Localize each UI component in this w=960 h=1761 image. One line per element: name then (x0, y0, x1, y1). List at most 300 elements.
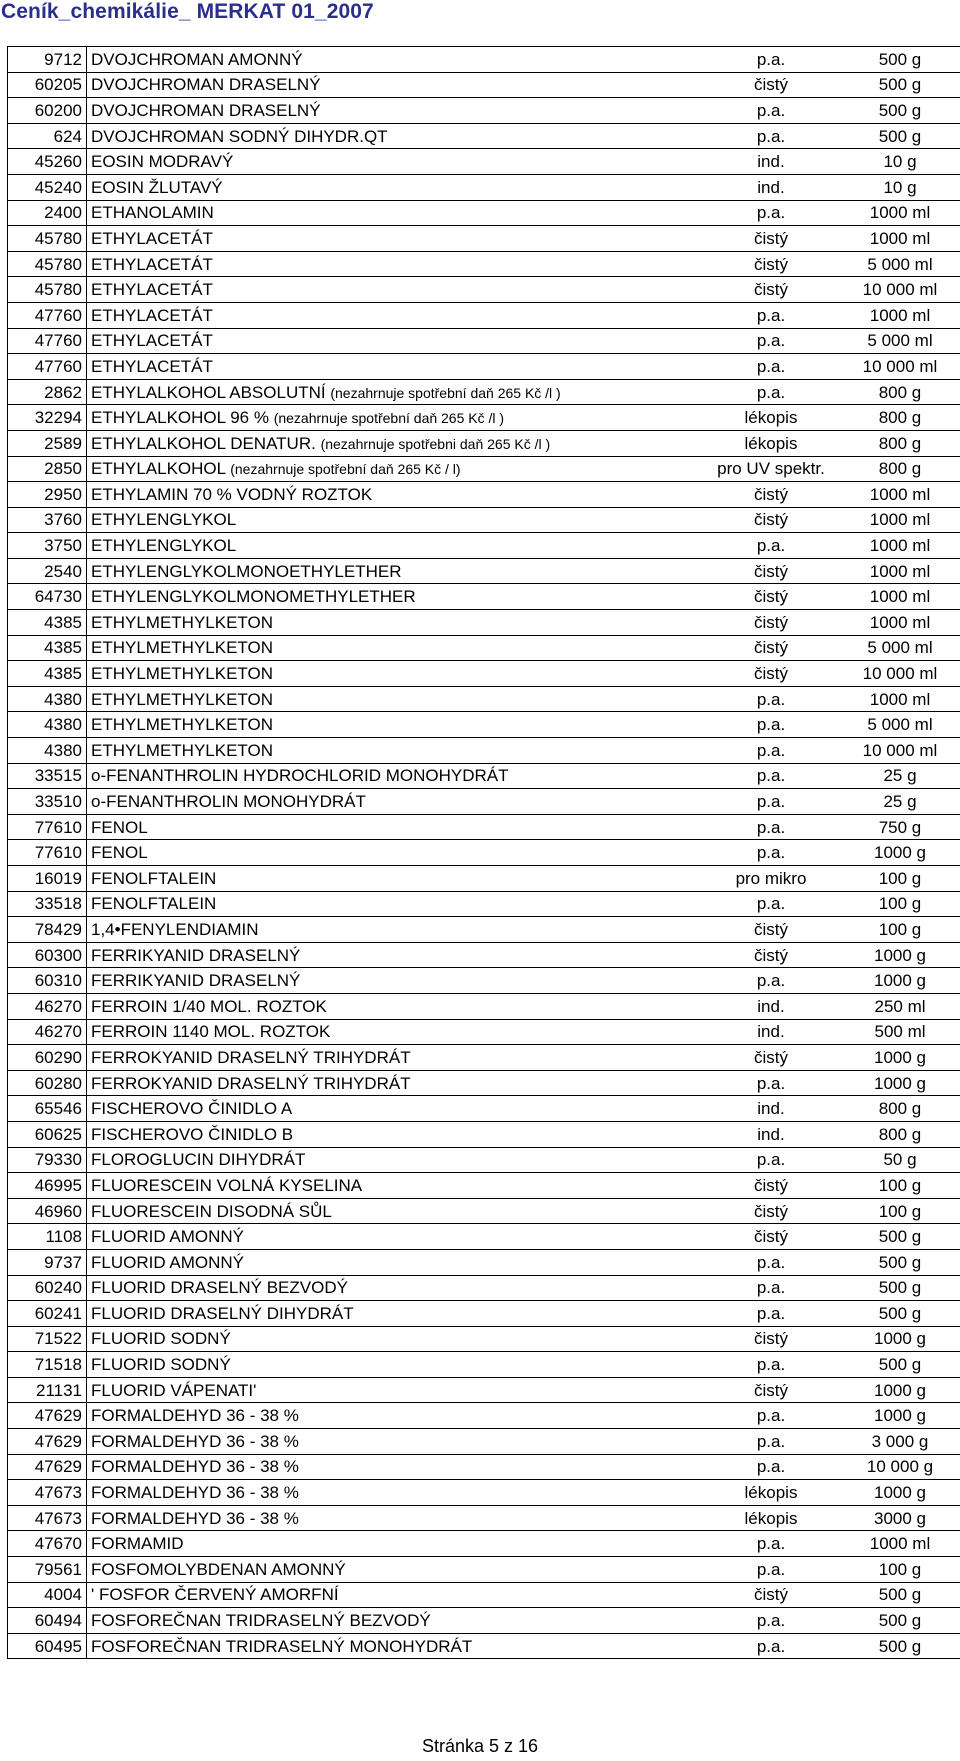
product-name: o-FENANTHROLIN HYDROCHLORID MONOHYDRÁT (91, 766, 509, 786)
table-row (8, 1352, 960, 1378)
product-quantity: 25 g (831, 763, 960, 789)
product-quantity: 250 ml (831, 993, 960, 1019)
product-name: FLUORID VÁPENATI' (91, 1380, 257, 1400)
product-name: FLUORID DRASELNÝ DIHYDRÁT (91, 1303, 354, 1323)
product-grade: p.a. (711, 1557, 831, 1583)
product-name-cell (87, 1019, 712, 1045)
table-row (8, 1531, 960, 1557)
product-name-cell (87, 763, 712, 789)
table-row (8, 1480, 960, 1506)
product-name: FERRIKYANID DRASELNÝ (91, 971, 301, 991)
product-name: ETHYLACETÁT (91, 228, 213, 248)
product-name: ETHANOLAMIN (91, 203, 214, 223)
product-code: 47673 (8, 1480, 87, 1506)
product-name: FLUORID SODNÝ (91, 1329, 231, 1349)
product-name-cell (87, 738, 712, 764)
product-grade: čistý (711, 610, 831, 636)
product-code: 4385 (8, 610, 87, 636)
product-grade: lékopis (711, 1480, 831, 1506)
product-quantity: 1000 ml (831, 226, 960, 252)
product-name-cell (87, 993, 712, 1019)
product-name: FORMAMID (91, 1534, 184, 1554)
table-row (8, 558, 960, 584)
table-row (8, 277, 960, 303)
product-grade: p.a. (711, 379, 831, 405)
product-grade: ind. (711, 1096, 831, 1122)
product-name: FERRIKYANID DRASELNÝ (91, 945, 301, 965)
product-quantity: 100 g (831, 1198, 960, 1224)
product-quantity: 500 ml (831, 1019, 960, 1045)
product-name: FORMALDEHYD 36 - 38 % (91, 1406, 299, 1426)
product-code: 60200 (8, 98, 87, 124)
table-row (8, 763, 960, 789)
product-name: FERROIN 1/40 MOL. ROZTOK (91, 996, 327, 1016)
table-row (8, 1173, 960, 1199)
product-grade: p.a. (711, 1147, 831, 1173)
table-row (8, 1096, 960, 1122)
product-grade: čistý (711, 1224, 831, 1250)
product-grade: p.a. (711, 1429, 831, 1455)
product-name: FERROIN 1140 MOL. ROZTOK (91, 1022, 331, 1042)
table-row (8, 891, 960, 917)
table-row (8, 430, 960, 456)
product-quantity: 1000 ml (831, 1531, 960, 1557)
table-row (8, 1633, 960, 1659)
table-row (8, 1454, 960, 1480)
table-row (8, 686, 960, 712)
table-row (8, 968, 960, 994)
product-name: FLUORID AMONNÝ (91, 1252, 245, 1272)
product-name-cell (87, 379, 712, 405)
product-name: FENOL (91, 817, 148, 837)
product-quantity: 500 g (831, 1633, 960, 1659)
product-name: ETHYLMETHYLKETON (91, 612, 274, 632)
product-name-cell (87, 72, 712, 98)
product-quantity: 1000 g (831, 968, 960, 994)
product-code: 71522 (8, 1326, 87, 1352)
price-table-body (8, 47, 960, 1659)
product-quantity: 10 000 ml (831, 661, 960, 687)
product-quantity: 1000 ml (831, 533, 960, 559)
product-grade: p.a. (711, 712, 831, 738)
product-quantity: 25 g (831, 789, 960, 815)
product-code: 45240 (8, 174, 87, 200)
product-grade: lékopis (711, 430, 831, 456)
product-quantity: 800 g (831, 456, 960, 482)
product-code: 60290 (8, 1045, 87, 1071)
table-row (8, 840, 960, 866)
product-code: 78429 (8, 917, 87, 943)
product-quantity: 1000 g (831, 1326, 960, 1352)
table-row (8, 226, 960, 252)
product-code: 45780 (8, 277, 87, 303)
product-name-cell (87, 610, 712, 636)
product-code: 9737 (8, 1249, 87, 1275)
product-name-cell (87, 251, 712, 277)
product-name-cell (87, 917, 712, 943)
product-name: ETHYLMETHYLKETON (91, 638, 274, 658)
product-name-cell (87, 1326, 712, 1352)
product-name: FISCHEROVO ČINIDLO A (91, 1099, 293, 1119)
product-grade: čistý (711, 251, 831, 277)
product-note: (nezahrnuje spotřebni daň 265 Kč /l ) (320, 435, 551, 452)
product-name-cell (87, 1301, 712, 1327)
product-name: ETHYLALKOHOL (91, 459, 226, 479)
product-name-cell (87, 1633, 712, 1659)
product-code: 2589 (8, 430, 87, 456)
product-grade: čistý (711, 942, 831, 968)
table-row (8, 1505, 960, 1531)
product-grade: čistý (711, 584, 831, 610)
table-row (8, 1403, 960, 1429)
product-name: DVOJCHROMAN DRASELNÝ (91, 100, 321, 120)
product-name-cell (87, 200, 712, 226)
product-code: 47629 (8, 1403, 87, 1429)
product-grade: ind. (711, 1121, 831, 1147)
product-code: 47760 (8, 328, 87, 354)
table-row (8, 814, 960, 840)
product-name-cell (87, 1096, 712, 1122)
product-name-cell (87, 1147, 712, 1173)
table-row (8, 993, 960, 1019)
table-row (8, 942, 960, 968)
product-quantity: 10 g (831, 174, 960, 200)
table-row (8, 1121, 960, 1147)
table-row (8, 661, 960, 687)
product-code: 4380 (8, 712, 87, 738)
product-quantity: 1000 g (831, 1377, 960, 1403)
product-quantity: 100 g (831, 891, 960, 917)
product-code: 60205 (8, 72, 87, 98)
product-name-cell (87, 533, 712, 559)
product-name: FLUORESCEIN VOLNÁ KYSELINA (91, 1175, 363, 1195)
product-name: EOSIN MODRAVÝ (91, 152, 234, 172)
product-name: FOSFOREČNAN TRIDRASELNÝ MONOHYDRÁT (91, 1636, 473, 1656)
table-row (8, 789, 960, 815)
product-name-cell (87, 968, 712, 994)
product-name-cell (87, 456, 712, 482)
table-row (8, 1147, 960, 1173)
product-code: 77610 (8, 840, 87, 866)
product-grade: čistý (711, 1582, 831, 1608)
product-name: DVOJCHROMAN SODNÝ DIHYDR.QT (91, 126, 388, 146)
table-row (8, 72, 960, 98)
product-quantity: 1000 ml (831, 302, 960, 328)
product-grade: p.a. (711, 1070, 831, 1096)
product-code: 45780 (8, 251, 87, 277)
product-name: FOSFOMOLYBDENAN AMONNÝ (91, 1559, 346, 1579)
product-code: 60310 (8, 968, 87, 994)
product-quantity: 800 g (831, 430, 960, 456)
product-quantity: 1000 g (831, 840, 960, 866)
table-row (8, 405, 960, 431)
product-grade: lékopis (711, 405, 831, 431)
product-code: 1108 (8, 1224, 87, 1250)
product-grade: čistý (711, 507, 831, 533)
product-quantity: 5 000 ml (831, 251, 960, 277)
product-grade: ind. (711, 993, 831, 1019)
product-name: ETHYLALKOHOL ABSOLUTNÍ (91, 382, 326, 402)
product-name: FORMALDEHYD 36 - 38 % (91, 1483, 299, 1503)
product-code: 21131 (8, 1377, 87, 1403)
product-code: 2950 (8, 482, 87, 508)
product-name: FORMALDEHYD 36 - 38 % (91, 1431, 299, 1451)
table-row (8, 610, 960, 636)
product-code: 2862 (8, 379, 87, 405)
product-name: ETHYLMETHYLKETON (91, 715, 274, 735)
product-grade: ind. (711, 174, 831, 200)
table-row (8, 98, 960, 124)
product-code: 33515 (8, 763, 87, 789)
product-quantity: 1000 g (831, 942, 960, 968)
product-note: (nezahrnuje spotřební daň 265 Kč /l ) (273, 410, 505, 427)
product-name-cell (87, 686, 712, 712)
product-code: 64730 (8, 584, 87, 610)
product-grade: p.a. (711, 1301, 831, 1327)
product-quantity: 10 000 g (831, 1454, 960, 1480)
product-grade: p.a. (711, 47, 831, 73)
product-quantity: 500 g (831, 1249, 960, 1275)
product-code: 47760 (8, 302, 87, 328)
product-code: 2400 (8, 200, 87, 226)
product-name-cell (87, 1045, 712, 1071)
table-row (8, 533, 960, 559)
product-name: FERROKYANID DRASELNÝ TRIHYDRÁT (91, 1047, 411, 1067)
product-grade: čistý (711, 635, 831, 661)
product-grade: lékopis (711, 1505, 831, 1531)
product-quantity: 1000 g (831, 1045, 960, 1071)
table-row (8, 123, 960, 149)
product-name-cell (87, 123, 712, 149)
product-name: DVOJCHROMAN AMONNÝ (91, 49, 303, 69)
table-row (8, 354, 960, 380)
table-row (8, 1045, 960, 1071)
product-grade: p.a. (711, 1608, 831, 1634)
table-row (8, 1224, 960, 1250)
product-quantity: 800 g (831, 1096, 960, 1122)
product-code: 4385 (8, 661, 87, 687)
product-grade: čistý (711, 1045, 831, 1071)
product-name-cell (87, 1608, 712, 1634)
product-name-cell (87, 98, 712, 124)
table-row (8, 251, 960, 277)
product-name-cell (87, 866, 712, 892)
product-name-cell (87, 1582, 712, 1608)
product-code: 46995 (8, 1173, 87, 1199)
product-name-cell (87, 1249, 712, 1275)
product-name: FERROKYANID DRASELNÝ TRIHYDRÁT (91, 1073, 411, 1093)
product-name: ETHYLALKOHOL DENATUR. (91, 433, 316, 453)
product-grade: pro mikro (711, 866, 831, 892)
product-quantity: 10 000 ml (831, 738, 960, 764)
product-name-cell (87, 1531, 712, 1557)
product-name: ETHYLENGLYKOL (91, 510, 237, 530)
product-quantity: 500 g (831, 1582, 960, 1608)
product-name: EOSIN ŽLUTAVÝ (91, 177, 223, 197)
product-quantity: 1000 ml (831, 610, 960, 636)
table-row (8, 1275, 960, 1301)
product-grade: p.a. (711, 789, 831, 815)
product-code: 60280 (8, 1070, 87, 1096)
table-row (8, 1070, 960, 1096)
product-name-cell (87, 1505, 712, 1531)
product-name-cell (87, 405, 712, 431)
product-code: 60300 (8, 942, 87, 968)
product-code: 624 (8, 123, 87, 149)
product-code: 4385 (8, 635, 87, 661)
product-quantity: 800 g (831, 405, 960, 431)
product-grade: čistý (711, 1198, 831, 1224)
product-grade: pro UV spektr. (711, 456, 831, 482)
product-name: FENOLFTALEIN (91, 868, 217, 888)
product-grade: p.a. (711, 1454, 831, 1480)
table-row (8, 917, 960, 943)
product-code: 2850 (8, 456, 87, 482)
product-name-cell (87, 302, 712, 328)
table-row (8, 738, 960, 764)
product-name-cell (87, 174, 712, 200)
product-code: 60240 (8, 1275, 87, 1301)
product-name-cell (87, 712, 712, 738)
product-code: 60495 (8, 1633, 87, 1659)
product-name: ETHYLACETÁT (91, 305, 213, 325)
product-quantity: 100 g (831, 866, 960, 892)
product-name: FENOL (91, 843, 148, 863)
product-code: 9712 (8, 47, 87, 73)
product-quantity: 1000 g (831, 1480, 960, 1506)
product-grade: p.a. (711, 840, 831, 866)
product-name-cell (87, 558, 712, 584)
product-code: 2540 (8, 558, 87, 584)
table-row (8, 456, 960, 482)
product-name-cell (87, 430, 712, 456)
product-name-cell (87, 226, 712, 252)
product-name-cell (87, 1173, 712, 1199)
product-quantity: 10 g (831, 149, 960, 175)
product-name-cell (87, 277, 712, 303)
product-grade: p.a. (711, 1275, 831, 1301)
product-quantity: 500 g (831, 72, 960, 98)
product-code: 4380 (8, 686, 87, 712)
product-grade: čistý (711, 661, 831, 687)
product-quantity: 3000 g (831, 1505, 960, 1531)
product-code: 46960 (8, 1198, 87, 1224)
product-grade: p.a. (711, 763, 831, 789)
table-row (8, 1557, 960, 1583)
product-name: o-FENANTHROLIN MONOHYDRÁT (91, 792, 366, 812)
product-quantity: 500 g (831, 123, 960, 149)
product-grade: ind. (711, 1019, 831, 1045)
product-name-cell (87, 1377, 712, 1403)
product-quantity: 1000 ml (831, 584, 960, 610)
product-name: FLUORID DRASELNÝ BEZVODÝ (91, 1278, 348, 1298)
product-grade: p.a. (711, 200, 831, 226)
product-grade: p.a. (711, 302, 831, 328)
product-name: 1,4•FENYLENDIAMIN (91, 919, 259, 939)
product-grade: p.a. (711, 354, 831, 380)
product-name: ETHYLENGLYKOLMONOMETHYLETHER (91, 587, 416, 607)
product-name: ETHYLAMIN 70 % VODNÝ ROZTOK (91, 484, 373, 504)
product-code: 65546 (8, 1096, 87, 1122)
table-row (8, 712, 960, 738)
product-quantity: 1000 ml (831, 200, 960, 226)
product-name-cell (87, 635, 712, 661)
product-quantity: 100 g (831, 1173, 960, 1199)
product-grade: p.a. (711, 1352, 831, 1378)
product-name-cell (87, 1557, 712, 1583)
product-grade: čistý (711, 1377, 831, 1403)
product-name-cell (87, 1480, 712, 1506)
table-row (8, 47, 960, 73)
product-quantity: 3 000 g (831, 1429, 960, 1455)
page-number: Stránka 5 z 16 (421, 1736, 539, 1756)
product-code: 46270 (8, 1019, 87, 1045)
product-name-cell (87, 47, 712, 73)
product-grade: p.a. (711, 814, 831, 840)
product-code: 3750 (8, 533, 87, 559)
product-quantity: 500 g (831, 1224, 960, 1250)
page-title: Ceník_chemikálie_ MERKAT 01_2007 (1, 0, 374, 23)
product-name: ETHYLACETÁT (91, 254, 213, 274)
product-code: 79330 (8, 1147, 87, 1173)
product-name-cell (87, 584, 712, 610)
product-quantity: 5 000 ml (831, 635, 960, 661)
product-name: ETHYLENGLYKOL (91, 536, 237, 556)
product-grade: p.a. (711, 328, 831, 354)
product-code: 33510 (8, 789, 87, 815)
product-name-cell (87, 354, 712, 380)
product-name-cell (87, 1070, 712, 1096)
product-quantity: 1000 ml (831, 482, 960, 508)
product-code: 79561 (8, 1557, 87, 1583)
product-grade: p.a. (711, 891, 831, 917)
product-grade: p.a. (711, 1633, 831, 1659)
product-code: 71518 (8, 1352, 87, 1378)
product-grade: čistý (711, 1173, 831, 1199)
product-quantity: 500 g (831, 98, 960, 124)
product-quantity: 500 g (831, 1608, 960, 1634)
product-code: 47673 (8, 1505, 87, 1531)
product-code: 47629 (8, 1429, 87, 1455)
table-row (8, 328, 960, 354)
product-grade: p.a. (711, 1249, 831, 1275)
product-name: ETHYLENGLYKOLMONOETHYLETHER (91, 561, 402, 581)
product-quantity: 500 g (831, 1301, 960, 1327)
product-code: 60494 (8, 1608, 87, 1634)
table-row (8, 1582, 960, 1608)
product-code: 16019 (8, 866, 87, 892)
table-row (8, 174, 960, 200)
product-grade: čistý (711, 917, 831, 943)
product-name-cell (87, 891, 712, 917)
product-grade: čistý (711, 277, 831, 303)
table-row (8, 1326, 960, 1352)
product-name: ETHYLACETÁT (91, 356, 213, 376)
product-quantity: 5 000 ml (831, 712, 960, 738)
product-grade: čistý (711, 226, 831, 252)
product-quantity: 750 g (831, 814, 960, 840)
product-grade: p.a. (711, 738, 831, 764)
product-name-cell (87, 1224, 712, 1250)
product-name: ETHYLACETÁT (91, 331, 213, 351)
product-code: 4004 (8, 1582, 87, 1608)
product-quantity: 500 g (831, 47, 960, 73)
product-quantity: 500 g (831, 1352, 960, 1378)
product-name: FLUORID AMONNÝ (91, 1227, 245, 1247)
product-quantity: 1000 ml (831, 686, 960, 712)
product-name: FOSFOREČNAN TRIDRASELNÝ BEZVODÝ (91, 1611, 431, 1631)
table-row (8, 1429, 960, 1455)
